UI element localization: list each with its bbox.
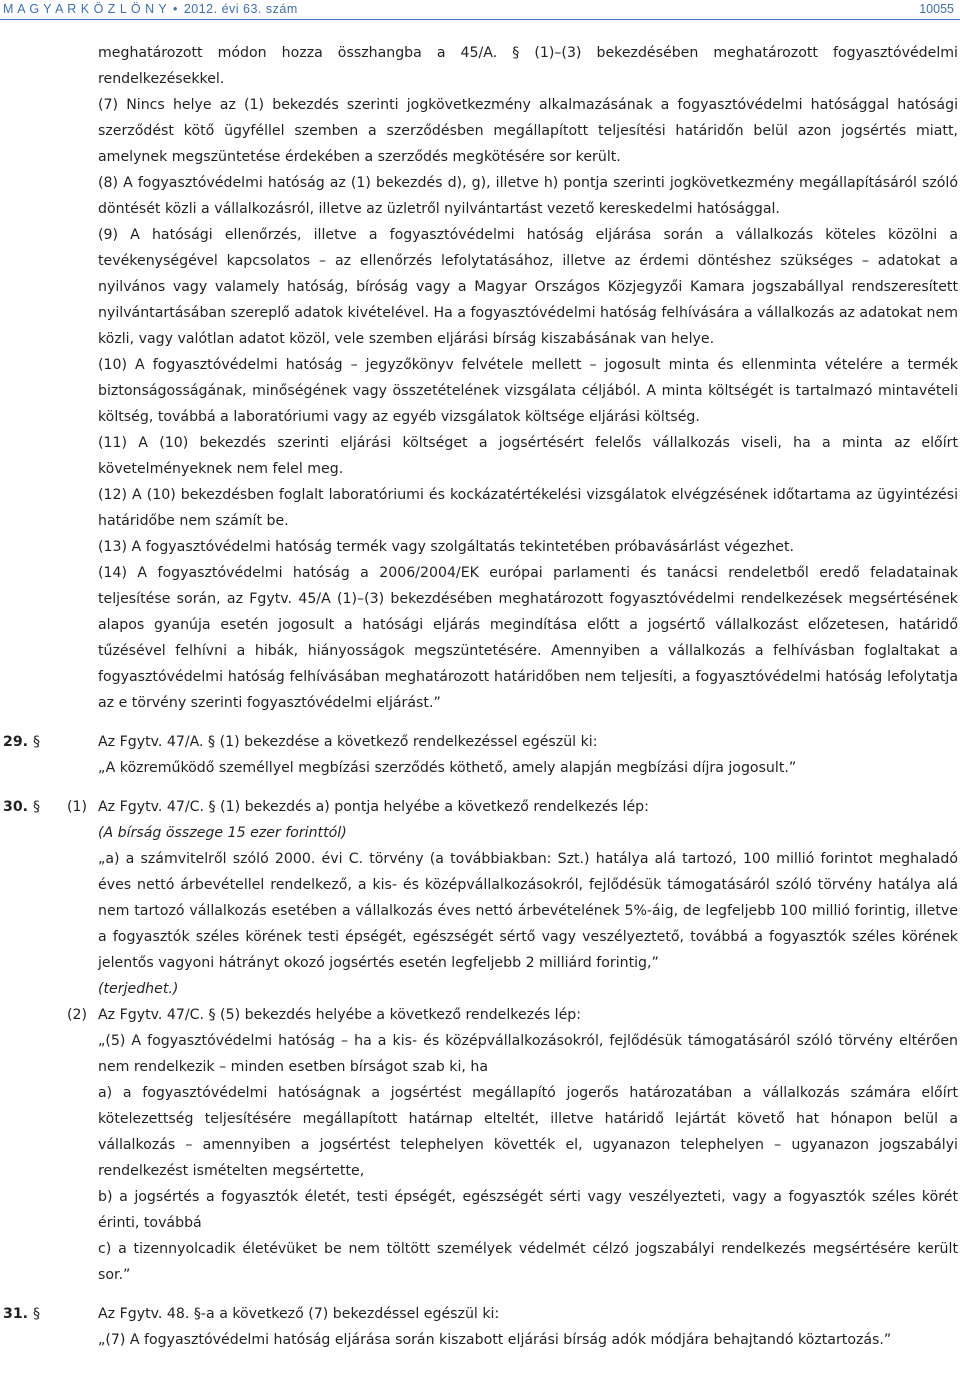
paragraph-8: (8) A fogyasztóvédelmi hatóság az (1) bekezdés d), g), illetve h) pontja szerinti jogkövetkezmény megállapításáról szóló döntését közli a vállalkozásról, illetve az üzletről nyilvántartást vezető kereskedelmi hatósággal.	[98, 175, 958, 217]
section-sign: §	[33, 1306, 41, 1322]
header-rule	[0, 19, 960, 20]
subsection-number: (1)	[67, 799, 88, 815]
section-29	[0, 729, 960, 755]
section-30-subsection-2	[0, 1002, 960, 1028]
section-30-point-a: a) a fogyasztóvédelmi hatóságnak a jogsértést megállapító jogerős határozatában a vállalkozás számára előírt kötelezettség teljesítésére megállapított határnap elteltét, illetve határidő lejártát követő hat hónapon belül a vállalkozás – amennyiben a jogsértést telephelyen követték el, ugyanazon telephelyen – ugyanazon jogszabályi rendelkezést ismételten megsértette,	[98, 1085, 958, 1179]
section-31-intro: Az Fgytv. 48. §-a a következő (7) bekezdéssel egészül ki:	[98, 1306, 500, 1322]
section-sign: §	[33, 734, 41, 750]
document-body	[0, 40, 960, 1353]
paragraph-10: (10) A fogyasztóvédelmi hatóság – jegyzőkönyv felvétele mellett – jogosult minta és ellenminta vételére a termék biztonságosságának, minőségének vagy összetételének vizsgálata céljából. A minta költségét is tartalmazó mintavételi költség, továbbá a laboratóriumi vagy az egyéb vizsgálatok költsége eljárási költség.	[98, 357, 958, 425]
header-separator: •	[172, 2, 178, 16]
section-30-point-c: c) a tizennyolcadik életévüket be nem töltött személyek védelmét célzó jogszabályi rendelkezés megsértésére került sor.”	[98, 1241, 958, 1283]
section-30-intro-2: Az Fgytv. 47/C. § (5) bekezdés helyébe a következő rendelkezés lép:	[98, 1007, 582, 1023]
paragraph-7: (7) Nincs helye az (1) bekezdés szerinti jogkövetkezmény alkalmazásának a fogyasztóvédelmi hatósággal hatósági szerződést kötő ügyféllel szemben a szerződésben megállapított teljesítési határidőn belül azon jogsértés miatt, amelynek megszüntetése érdekében a szerződés megkötésére sor került.	[98, 97, 958, 165]
header-journal-info	[3, 2, 298, 16]
issue-label: 2012. évi 63. szám	[183, 2, 298, 16]
journal-title: M A G Y A R K Ö Z L Ö N Y	[3, 2, 167, 16]
page-header	[0, 0, 960, 22]
section-sign: §	[33, 799, 41, 815]
paragraph-12: (12) A (10) bekezdésben foglalt laboratóriumi és kockázatértékelési vizsgálatok elvégzésének időtartama az ügyintézési határidőbe nem számít be.	[98, 487, 958, 529]
section-31-quote: „(7) A fogyasztóvédelmi hatóság eljárása során kiszabott eljárási bírság adók módjára behajtandó köztartozás.”	[98, 1332, 892, 1348]
subsection-number: (2)	[67, 1007, 88, 1023]
section-30-italic-2: (terjedhet.)	[98, 981, 179, 997]
paragraph-13: (13) A fogyasztóvédelmi hatóság termék vagy szolgáltatás tekintetében próbavásárlást végezhet.	[98, 539, 795, 555]
section-30-quote-2: „(5) A fogyasztóvédelmi hatóság – ha a kis- és középvállalkozásokról, fejlődésük támogatásáról szóló törvény eltérően nem rendelkezik – minden esetben bírságot szab ki, ha	[98, 1033, 958, 1075]
section-number: 29.	[3, 734, 29, 750]
page-number: 10055	[919, 2, 954, 16]
section-29-quote: „A közreműködő személlyel megbízási szerződés köthető, amely alapján megbízási díjra jogosult.”	[98, 760, 797, 776]
section-number: 30.	[3, 799, 29, 815]
section-30	[0, 794, 960, 820]
section-30-intro-1: Az Fgytv. 47/C. § (1) bekezdés a) pontja helyébe a következő rendelkezés lép:	[98, 799, 649, 815]
paragraph-11: (11) A (10) bekezdés szerinti eljárási költséget a jogsértésért felelős vállalkozás viseli, ha a minta az előírt követelményeknek nem felel meg.	[98, 435, 958, 477]
paragraph-9: (9) A hatósági ellenőrzés, illetve a fogyasztóvédelmi hatóság eljárása során a vállalkozás köteles közölni a tevékenységével kapcsolatos – az ellenőrzés lefolytatásához, illetve az érdemi döntéshez szükséges – adatokat a nyilvános vagy valamely hatóság, bíróság vagy a Magyar Országos Közjegyzői Kamara jogszabállyal rendszeresített nyilvántartásában szereplő adatok kivételével. Ha a fogyasztóvédelmi hatóság felhívására a vállalkozás az adatokat nem közli, vagy valótlan adatot közöl, vele szemben eljárási bírság kiszabásának van helye.	[98, 227, 958, 347]
paragraph-continuation: meghatározott módon hozza összhangba a 45/A. § (1)–(3) bekezdésében meghatározott fogyasztóvédelmi rendelkezésekkel.	[98, 45, 958, 87]
section-30-point-b: b) a jogsértés a fogyasztók életét, testi épségét, egészségét sérti vagy veszélyezteti, vagy a fogyasztók széles körét érinti, továbbá	[98, 1189, 958, 1231]
section-30-italic-1: (A bírság összege 15 ezer forinttól)	[98, 825, 347, 841]
section-31	[0, 1301, 960, 1327]
section-number: 31.	[3, 1306, 29, 1322]
section-29-intro: Az Fgytv. 47/A. § (1) bekezdése a következő rendelkezéssel egészül ki:	[98, 734, 598, 750]
section-30-quote-1: „a) a számvitelről szóló 2000. évi C. törvény (a továbbiakban: Szt.) hatálya alá tartozó, 100 millió forintot meghaladó éves nettó árbevétellel rendelkező, a kis- és középvállalkozásokról, fejlődésük támogatásáról szóló törvény hatálya alá nem tartozó vállalkozás esetében a vállalkozás éves nettó árbevételének 5%-áig, de legfeljebb 100 millió forintig, illetve a fogyasztók széles körének testi épségét, egészségét sértő vagy veszélyeztető, továbbá a fogyasztók széles körének jelentős vagyoni hátrányt okozó jogsértés esetén legfeljebb 2 milliárd forintig,”	[98, 851, 958, 971]
paragraph-14: (14) A fogyasztóvédelmi hatóság a 2006/2004/EK európai parlamenti és tanácsi rendeletből eredő feladatainak teljesítése során, az Fgytv. 45/A (1)–(3) bekezdésében meghatározott fogyasztóvédelmi rendelkezések megsértésének alapos gyanúja esetén jogosult a hatósági eljárás megindítása előtt a jogsértő vállalkozást előzetesen, határidő tűzésével felhívni a hibák, hiányosságok megszüntetésére. Amennyiben a vállalkozás a felhívásban foglaltakat a fogyasztóvédelmi hatóság felhívásában meghatározott határidőben nem teljesíti, a fogyasztóvédelmi hatóság lefolytatja az e törvény szerinti fogyasztóvédelmi eljárást.”	[98, 565, 958, 711]
